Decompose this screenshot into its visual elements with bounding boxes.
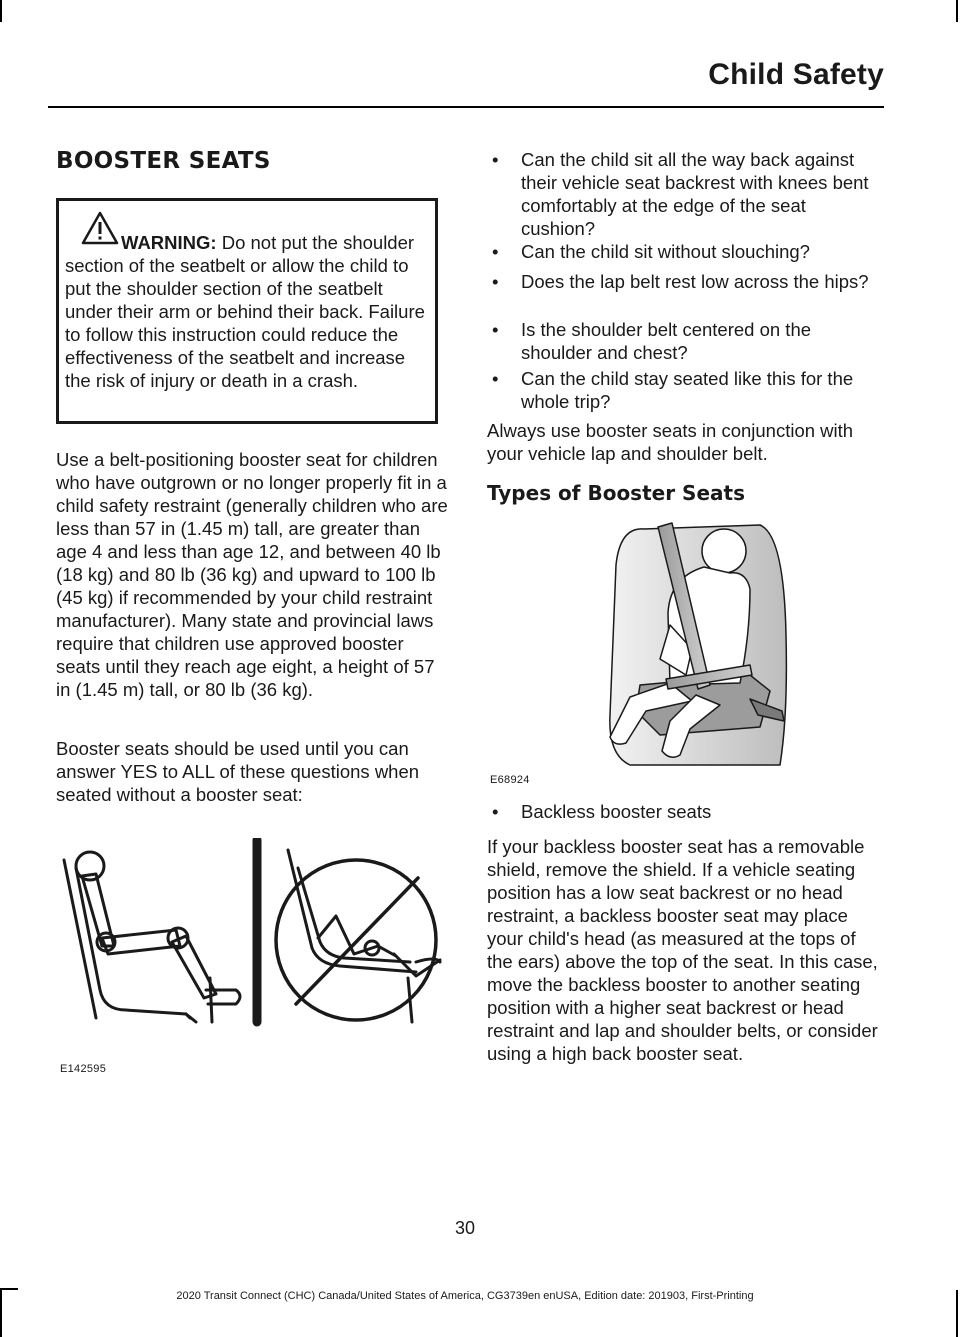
page-header-title: Child Safety xyxy=(708,58,884,91)
booster-questions-intro: Booster seats should be used until you can answer YES to ALL of these questions when seated without a booster seat: xyxy=(56,738,420,805)
list-item xyxy=(487,270,883,293)
warning-text-block xyxy=(65,231,429,392)
booster-intro-paragraph: Use a belt-positioning booster seat for children who have outgrown or no longer properly fit in a child safety restraint (generally children who are less than 57 in (1.45 m) tall, are greater than age 4 and less than age 12, and between 40 lb (18 kg) and 80 lb (36 kg) and upward to 100 lb (45 kg) if recommended by your child restraint manufacturer). Many state and provincial laws require that children use approved booster seats until they reach age eight, a height of 57 in (1.45 m) tall, or 80 lb (36 kg). xyxy=(56,449,448,700)
list-item xyxy=(487,367,883,413)
figure-label-left: E142595 xyxy=(60,1063,107,1075)
section-title: BOOSTER SEATS xyxy=(56,148,271,174)
bullet-marker: • xyxy=(492,271,499,292)
warning-label: WARNING: xyxy=(121,232,217,253)
page-footer: 2020 Transit Connect (CHC) Canada/United States of America, CG3739en enUSA, Edition date: 201903, First-Printing xyxy=(176,1290,754,1302)
list-item xyxy=(487,318,883,364)
bullet-text: Is the shoulder belt centered on the shoulder and chest? xyxy=(521,319,812,363)
crop-mark xyxy=(956,0,958,22)
bullet-marker: • xyxy=(492,368,499,389)
bullet-marker: • xyxy=(492,801,499,822)
types-subheading: Types of Booster Seats xyxy=(487,481,745,505)
seating-position-illustration xyxy=(56,838,446,1038)
warning-text: Do not put the shoulder section of the seatbelt or allow the child to put the shoulder section of the seatbelt under their arm or behind their back. Failure to follow this instruction could reduce the effectiveness of the seatbelt and increase the risk of injury or death in a crash. xyxy=(65,232,425,391)
seat-outline-incorrect xyxy=(288,850,416,972)
list-item xyxy=(487,148,883,240)
header-divider xyxy=(48,106,884,108)
figure-label-right: E68924 xyxy=(490,774,530,786)
bullet-text: Does the lap belt rest low across the hips? xyxy=(521,271,869,292)
no-symbol-slash xyxy=(296,878,418,1004)
child-head xyxy=(702,529,746,573)
page-number: 30 xyxy=(454,1218,476,1238)
bullet-marker: • xyxy=(492,149,499,170)
list-item xyxy=(487,240,883,263)
always-use-paragraph: Always use booster seats in conjunction with your vehicle lap and shoulder belt. xyxy=(487,420,854,464)
bullet-text: Backless booster seats xyxy=(521,801,712,822)
list-item xyxy=(487,800,883,823)
warning-triangle-icon xyxy=(80,210,120,246)
crop-mark xyxy=(956,1290,958,1337)
crop-mark xyxy=(0,0,2,22)
bullet-text: Can the child stay seated like this for the whole trip? xyxy=(521,368,854,412)
bullet-text: Can the child sit without slouching? xyxy=(521,241,810,262)
backless-booster-illustration xyxy=(600,515,790,775)
bullet-marker: • xyxy=(492,319,499,340)
bullet-marker: • xyxy=(492,241,499,262)
bullet-text: Can the child sit all the way back against their vehicle seat backrest with knees bent comfortably at the edge of the seat cushion? xyxy=(521,149,869,239)
warning-box xyxy=(56,198,438,424)
backless-booster-paragraph: If your backless booster seat has a removable shield, remove the shield. If a vehicle seating position has a low seat backrest or no head restraint, a backless booster seat may place your child's head (as measured at the tops of the ears) above the top of the seat. In this case, move the backless booster to another seating position with a higher seat backrest or head restraint and lap and shoulder belts, or consider using a high back booster seat. xyxy=(487,836,878,1064)
